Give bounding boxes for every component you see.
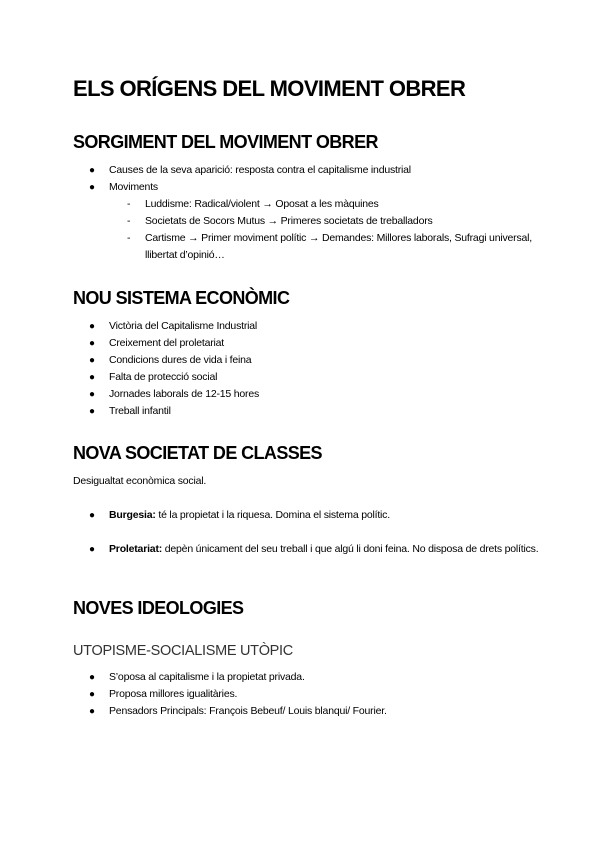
subsection-heading-utopisme: UTOPISME-SOCIALISME UTÒPIC — [73, 643, 293, 659]
list-item — [73, 335, 543, 352]
list-item-text: Creixement del proletariat — [109, 337, 225, 349]
bullet-icon: ● — [89, 706, 95, 717]
societat-list — [73, 507, 543, 575]
list-item — [73, 369, 543, 386]
sub-list-item — [109, 230, 543, 264]
list-item-text: S’oposa al capitalisme i la propietat privada. — [109, 671, 305, 683]
list-item — [73, 386, 543, 403]
sub-list-item-text: Luddisme: Radical/violent → Oposat a les màquines — [145, 198, 379, 210]
bullet-icon: ● — [89, 544, 95, 555]
ideologies-list — [73, 669, 543, 720]
list-item-text: Moviments — [109, 181, 158, 193]
bullet-icon: ● — [89, 406, 95, 417]
sub-list-item-text: Cartisme → Primer moviment polític → Demandes: Millores laborals, Sufragi universal, llibertat d’opinió… — [145, 232, 532, 261]
list-item — [73, 541, 543, 558]
term-description: té la propietat i la riquesa. Domina el sistema polític. — [155, 509, 390, 521]
term-label: Proletariat: — [109, 543, 163, 555]
list-item — [73, 352, 543, 369]
list-item — [73, 703, 543, 720]
sorgiment-list — [73, 162, 543, 264]
dash-icon: - — [127, 232, 131, 244]
list-item — [73, 403, 543, 420]
section-heading-ideologies: NOVES IDEOLOGIES — [73, 598, 244, 618]
list-item — [73, 179, 543, 264]
bullet-icon: ● — [89, 321, 95, 332]
list-item-text: Proposa millores igualitàries. — [109, 688, 238, 700]
term-label: Burgesia: — [109, 509, 156, 521]
list-item — [73, 318, 543, 335]
bullet-icon: ● — [89, 510, 95, 521]
term-description: depèn únicament del seu treball i que algú li doni feina. No disposa de drets polítics. — [162, 543, 539, 555]
bullet-icon: ● — [89, 355, 95, 366]
list-item — [73, 162, 543, 179]
sub-list-item — [109, 196, 543, 213]
list-item — [73, 507, 543, 524]
sub-list-item — [109, 213, 543, 230]
dash-icon: - — [127, 198, 131, 210]
bullet-icon: ● — [89, 182, 95, 193]
section-heading-societat: NOVA SOCIETAT DE CLASSES — [73, 443, 322, 463]
moviments-sublist — [109, 196, 543, 264]
bullet-icon: ● — [89, 165, 95, 176]
dash-icon: - — [127, 215, 131, 227]
list-item — [73, 686, 543, 703]
list-item-text: Treball infantil — [109, 405, 171, 417]
list-item-text: Causes de la seva aparició: resposta contra el capitalisme industrial — [109, 164, 411, 176]
page-title: ELS ORÍGENS DEL MOVIMENT OBRER — [73, 76, 466, 101]
bullet-icon: ● — [89, 672, 95, 683]
list-item-text: Jornades laborals de 12-15 hores — [109, 388, 260, 400]
list-item — [73, 669, 543, 686]
sistema-list — [73, 318, 543, 420]
bullet-icon: ● — [89, 689, 95, 700]
section-heading-sorgiment: SORGIMENT DEL MOVIMENT OBRER — [73, 132, 378, 152]
societat-intro: Desigualtat econòmica social. — [73, 475, 207, 487]
sub-list-item-text: Societats de Socors Mutus → Primeres societats de treballadors — [145, 215, 433, 227]
list-item-text: Victòria del Capitalisme Industrial — [109, 320, 258, 332]
bullet-icon: ● — [89, 389, 95, 400]
list-item-text: Pensadors Principals: François Bebeuf/ Louis blanqui/ Fourier. — [109, 705, 387, 717]
bullet-icon: ● — [89, 372, 95, 383]
list-item-text: Condicions dures de vida i feina — [109, 354, 252, 366]
section-heading-sistema: NOU SISTEMA ECONÒMIC — [73, 288, 290, 308]
bullet-icon: ● — [89, 338, 95, 349]
list-item-text: Falta de protecció social — [109, 371, 218, 383]
